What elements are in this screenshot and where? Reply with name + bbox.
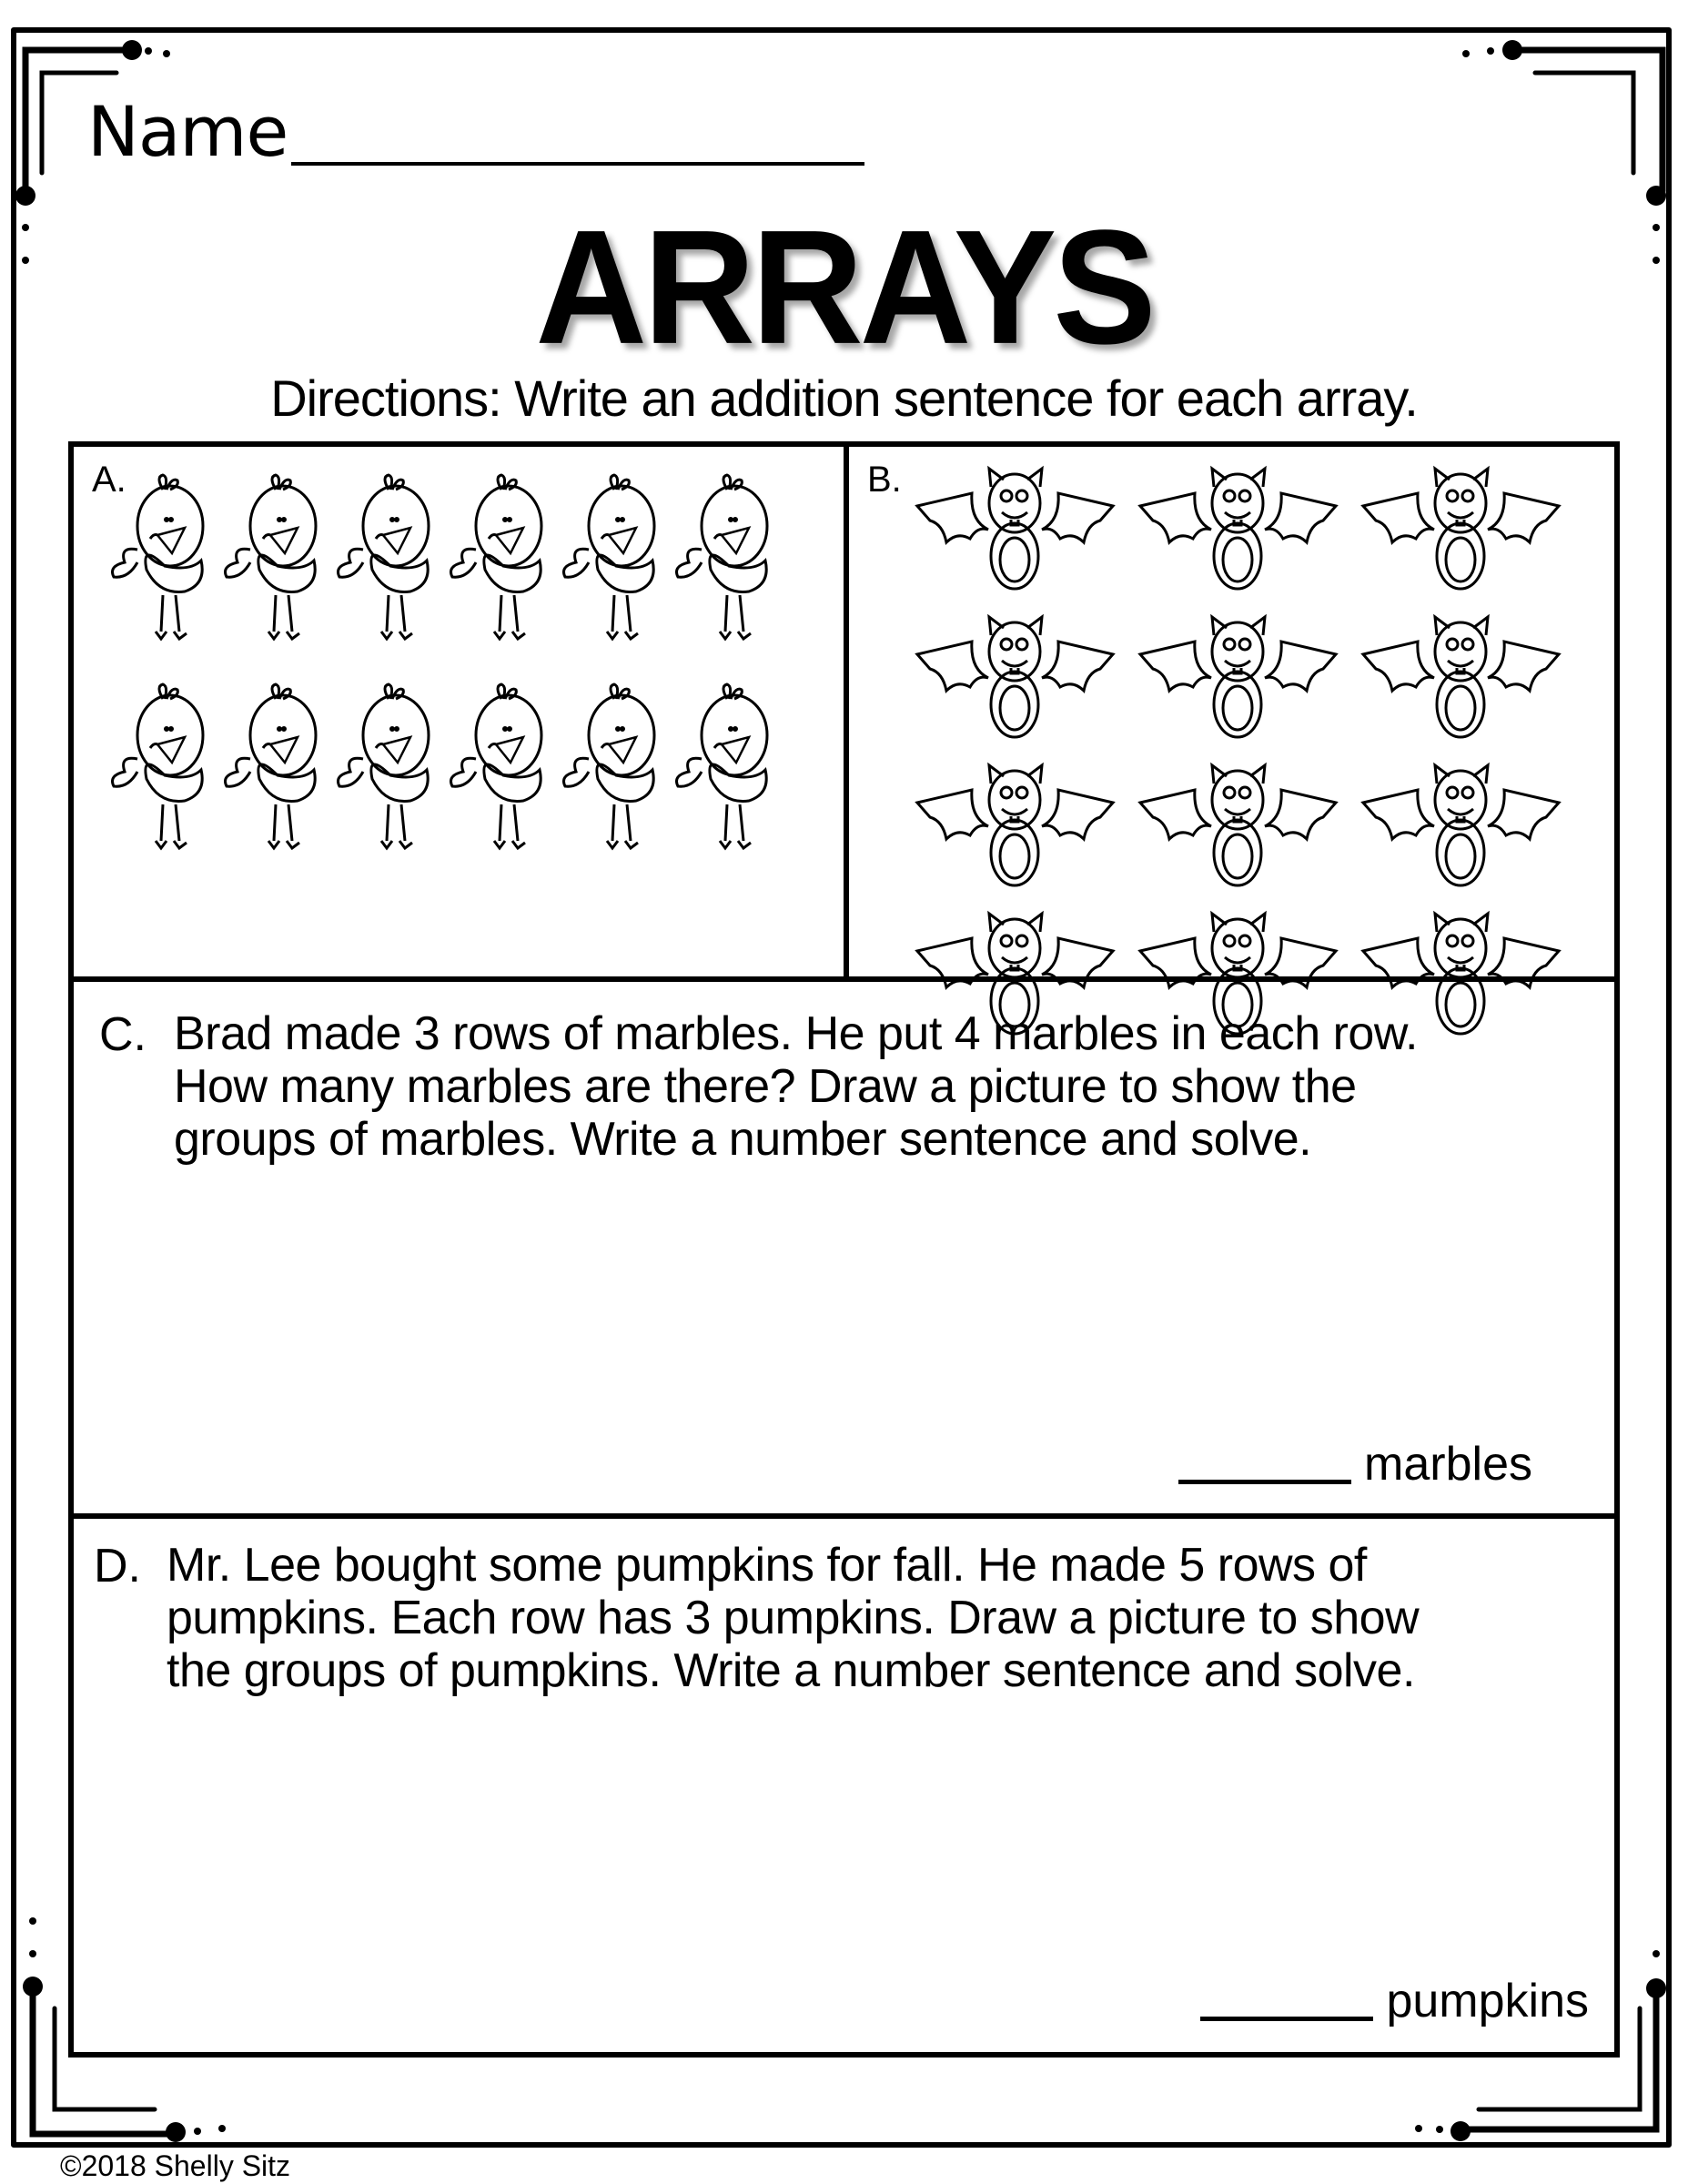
directions: Directions: Write an addition sentence for each array. (270, 369, 1418, 427)
bat-icon (1349, 762, 1572, 894)
bird-icon (110, 679, 223, 861)
section-d-box (68, 1513, 1620, 2058)
bat-icon (1127, 465, 1349, 597)
bat-icon (904, 762, 1127, 894)
answer-unit: pumpkins (1386, 1975, 1589, 2027)
page-title: ARRAYS (535, 197, 1153, 379)
question-line: Brad made 3 rows of marbles. He put 4 marbles in each row. (174, 1007, 1418, 1060)
answer-blank[interactable] (1178, 1480, 1351, 1484)
answer-blank[interactable] (1200, 2017, 1373, 2021)
bat-icon (1127, 613, 1349, 745)
bird-icon (449, 470, 561, 652)
bat-icon (904, 465, 1127, 597)
section-a-box (68, 441, 849, 982)
bird-icon (223, 470, 336, 652)
question-line: Mr. Lee bought some pumpkins for fall. He made 5 rows of (167, 1539, 1367, 1592)
section-b-box (844, 441, 1620, 982)
bat-icon (1349, 613, 1572, 745)
bat-array (904, 465, 1572, 1042)
bird-array (110, 470, 787, 861)
bird-icon (336, 679, 449, 861)
bird-icon (674, 679, 787, 861)
section-c-question (174, 1007, 1418, 1166)
bird-icon (561, 679, 674, 861)
section-c-answer (1178, 1437, 1532, 1491)
question-line: the groups of pumpkins. Write a number sentence and solve. (167, 1644, 1415, 1697)
bird-icon (336, 470, 449, 652)
answer-unit: marbles (1364, 1438, 1532, 1491)
name-label: Name (87, 91, 288, 172)
bird-icon (110, 470, 223, 652)
bird-icon (674, 470, 787, 652)
copyright: ©2018 Shelly Sitz (60, 2149, 291, 2182)
section-c-label: C. (99, 1008, 147, 1061)
bat-icon (1349, 465, 1572, 597)
name-input-line[interactable] (291, 162, 864, 166)
section-b-label: B. (867, 460, 902, 500)
section-d-question (167, 1539, 1419, 1697)
bat-icon (904, 613, 1127, 745)
bat-icon (1127, 762, 1349, 894)
question-line: How many marbles are there? Draw a picture to show the (174, 1060, 1357, 1113)
section-d-label: D. (94, 1540, 141, 1592)
bird-icon (561, 470, 674, 652)
section-a-label: A. (92, 460, 126, 500)
section-c-box (68, 976, 1620, 1519)
bird-icon (223, 679, 336, 861)
question-line: pumpkins. Each row has 3 pumpkins. Draw a picture to show (167, 1592, 1420, 1644)
section-d-answer (1200, 1974, 1589, 2028)
bird-icon (449, 679, 561, 861)
question-line: groups of marbles. Write a number sentence and solve. (174, 1113, 1312, 1166)
